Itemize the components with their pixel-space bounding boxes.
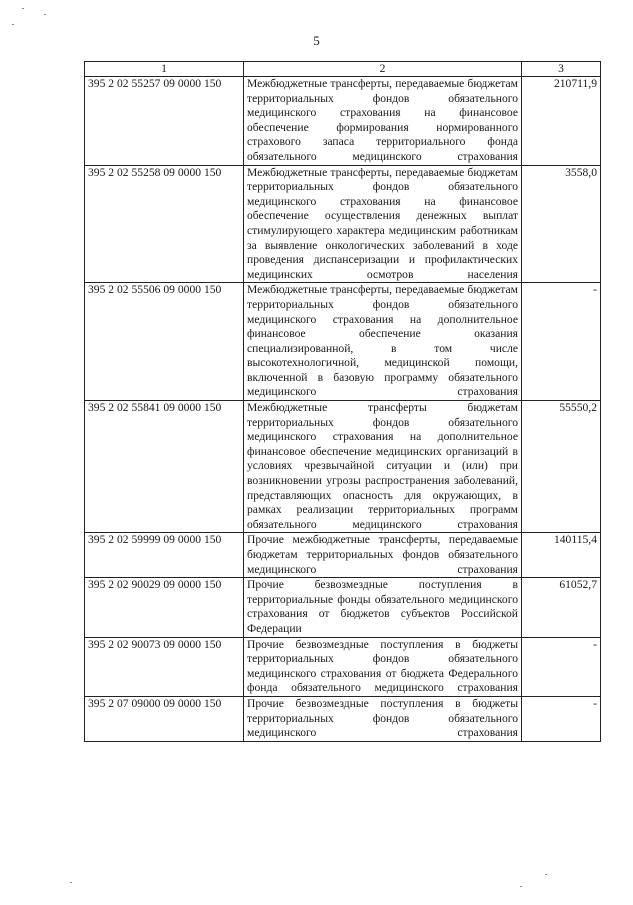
- table-row: [85, 696, 601, 741]
- table-row: [85, 283, 601, 401]
- row-amount: 210711,9: [522, 77, 601, 166]
- page-number: 5: [313, 33, 320, 48]
- row-name: Межбюджетные трансферты, передаваемые бюджетам территориальных фондов обязательного медицинского страхования на финансовое обеспечение осуществления денежных выплат стимулирующего характера медицинским работникам за выявление онкологических заболеваний в ходе проведения диспансеризации и профилактических медицинских осмотров населения: [244, 165, 522, 283]
- column-header-name: 2: [244, 62, 522, 77]
- row-amount: 55550,2: [522, 401, 601, 533]
- row-amount: 140115,4: [522, 533, 601, 578]
- scan-speck: [12, 24, 14, 25]
- row-code: 395 2 02 59999 09 0000 150: [85, 533, 244, 578]
- scan-speck: [44, 14, 46, 15]
- row-amount: 61052,7: [522, 578, 601, 637]
- budget-table: [84, 61, 601, 742]
- table-row: [85, 637, 601, 696]
- table-row: [85, 77, 601, 166]
- row-code: 395 2 02 90029 09 0000 150: [85, 578, 244, 637]
- table-row: [85, 578, 601, 637]
- row-name: Межбюджетные трансферты бюджетам территориальных фондов обязательного медицинского страхования на дополнительное финансовое обеспечение медицинских организаций в условиях чрезвычайной ситуации и (или) при возникновении угрозы распространения заболеваний, представляющих опасность для окружающих, в рамках реализации территориальных программ обязательного медицинского страхования: [244, 401, 522, 533]
- row-code: 395 2 02 55841 09 0000 150: [85, 401, 244, 533]
- row-code: 395 2 02 55258 09 0000 150: [85, 165, 244, 283]
- table-header-row: [85, 62, 601, 77]
- row-code: 395 2 02 55506 09 0000 150: [85, 283, 244, 401]
- row-code: 395 2 07 09000 09 0000 150: [85, 696, 244, 741]
- row-name: Прочие межбюджетные трансферты, передаваемые бюджетам территориальных фондов обязательного медицинского страхования: [244, 533, 522, 578]
- scan-speck: [545, 874, 547, 875]
- scan-speck: [70, 882, 72, 883]
- row-name: Прочие безвозмездные поступления в бюджеты территориальных фондов обязательного медицинского страхования от бюджета Федерального фонда обязательного медицинского страхования: [244, 637, 522, 696]
- row-name: Межбюджетные трансферты, передаваемые бюджетам территориальных фондов обязательного медицинского страхования на финансовое обеспечение формирования нормированного страхового запаса территориального фонда обязательного медицинского страхования: [244, 77, 522, 166]
- row-amount: -: [522, 283, 601, 401]
- column-header-code: 1: [85, 62, 244, 77]
- table-row: [85, 165, 601, 283]
- row-amount: -: [522, 637, 601, 696]
- row-name: Прочие безвозмездные поступления в территориальные фонды обязательного медицинского страхования от бюджетов субъектов Российской Федерации: [244, 578, 522, 637]
- row-name: Межбюджетные трансферты, передаваемые бюджетам территориальных фондов обязательного медицинского страхования на дополнительное финансовое обеспечение оказания специализированной, в том числе высокотехнологичной, медицинской помощи, включенной в базовую программу обязательного медицинского страхования: [244, 283, 522, 401]
- row-amount: 3558,0: [522, 165, 601, 283]
- scan-speck: [22, 8, 24, 9]
- row-amount: -: [522, 696, 601, 741]
- row-code: 395 2 02 90073 09 0000 150: [85, 637, 244, 696]
- table-row: [85, 533, 601, 578]
- row-code: 395 2 02 55257 09 0000 150: [85, 77, 244, 166]
- column-header-amount: 3: [522, 62, 601, 77]
- row-name: Прочие безвозмездные поступления в бюджеты территориальных фондов обязательного медицинского страхования: [244, 696, 522, 741]
- scan-speck: [520, 886, 522, 887]
- table-row: [85, 401, 601, 533]
